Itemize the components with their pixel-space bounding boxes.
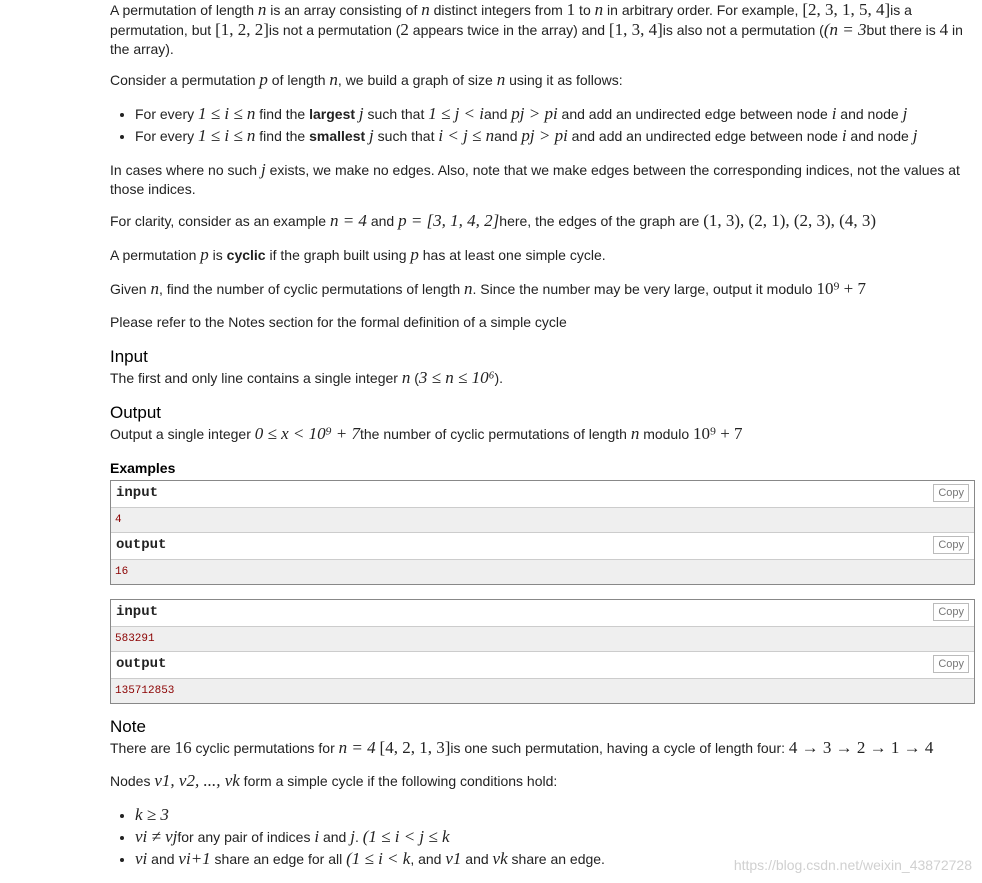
example-input-header bbox=[111, 481, 974, 508]
example-1 bbox=[110, 480, 975, 585]
example-output-header bbox=[111, 652, 974, 679]
output-heading: Output bbox=[110, 403, 162, 422]
example-output-value: 16 bbox=[111, 560, 974, 584]
copy-button[interactable]: Copy bbox=[933, 484, 969, 502]
examples-heading: Examples bbox=[110, 460, 176, 476]
input-label: input bbox=[116, 604, 159, 620]
condition-distinct: • vi ≠ vjfor any pair of indices i and j. (1 ≤ i < j ≤ k bbox=[135, 826, 975, 848]
task-paragraph: Given n, find the number of cyclic permutations of length n. Since the number may be very large, output it modulo 10⁹ + 7 bbox=[110, 279, 866, 298]
example-output-header bbox=[111, 533, 974, 560]
watermark: https://blog.csdn.net/weixin_43872728 bbox=[733, 857, 972, 873]
rule-smallest: • For every 1 ≤ i ≤ n find the smallest j such that i < j ≤ nand pj > pi and add an undirected edge between node i and node j bbox=[135, 125, 975, 147]
nodes-paragraph: Nodes v1, v2, ..., vk form a simple cycle if the following conditions hold: bbox=[110, 771, 558, 790]
rule-largest: • For every 1 ≤ i ≤ n find the largest j such that 1 ≤ j < iand pj > pi and add an undirected edge between node i and node j bbox=[135, 103, 975, 125]
intro-paragraph: A permutation of length n is an array consisting of n distinct integers from 1 to n in arbitrary order. For example, [2, 3, 1, 5, 4]is a permutation, but [1, 2, 2]is not a permutation (2 appears twice in the array) and [1, 3, 4]is also not a permutation ((n = 3but there is 4 in the array). bbox=[110, 0, 963, 57]
example-output-value: 135712853 bbox=[111, 679, 974, 703]
example-input-value: 583291 bbox=[111, 627, 974, 652]
example-input-value: 4 bbox=[111, 508, 974, 533]
copy-button[interactable]: Copy bbox=[933, 536, 969, 554]
note-heading: Note bbox=[110, 717, 146, 736]
example-input-header bbox=[111, 600, 974, 627]
notes-reference: Please refer to the Notes section for the formal definition of a simple cycle bbox=[110, 314, 567, 330]
example-paragraph: For clarity, consider as an example n = 4 and p = [3, 1, 4, 2]here, the edges of the graph are (1, 3), (2, 1), (2, 3), (4, 3) bbox=[110, 211, 877, 230]
no-edge-paragraph: In cases where no such j exists, we make no edges. Also, note that we make edges between the corresponding indices, not the values at those indices. bbox=[110, 160, 960, 197]
input-label: input bbox=[116, 485, 159, 501]
copy-button[interactable]: Copy bbox=[933, 603, 969, 621]
output-description: Output a single integer 0 ≤ x < 10⁹ + 7the number of cyclic permutations of length n modulo 10⁹ + 7 bbox=[110, 424, 743, 443]
input-description: The first and only line contains a single integer n (3 ≤ n ≤ 10⁶). bbox=[110, 368, 504, 387]
rules-list bbox=[110, 103, 975, 147]
condition-edges: • vi and vi+1 share an edge for all (1 ≤ i < k, and v1 and vk share an edge. bbox=[135, 848, 975, 870]
graph-paragraph: Consider a permutation p of length n, we build a graph of size n using it as follows: bbox=[110, 70, 623, 89]
output-label: output bbox=[116, 537, 167, 553]
note-paragraph: There are 16 cyclic permutations for n = 4 [4, 2, 1, 3]is one such permutation, having a cycle of length four: 4 → 3 → 2 → 1 → 4 bbox=[110, 738, 934, 757]
copy-button[interactable]: Copy bbox=[933, 655, 969, 673]
condition-k: • k ≥ 3 bbox=[135, 804, 975, 826]
example-2 bbox=[110, 599, 975, 704]
input-heading: Input bbox=[110, 347, 148, 366]
cyclic-definition: A permutation p is cyclic if the graph built using p has at least one simple cycle. bbox=[110, 245, 606, 264]
output-label: output bbox=[116, 656, 167, 672]
